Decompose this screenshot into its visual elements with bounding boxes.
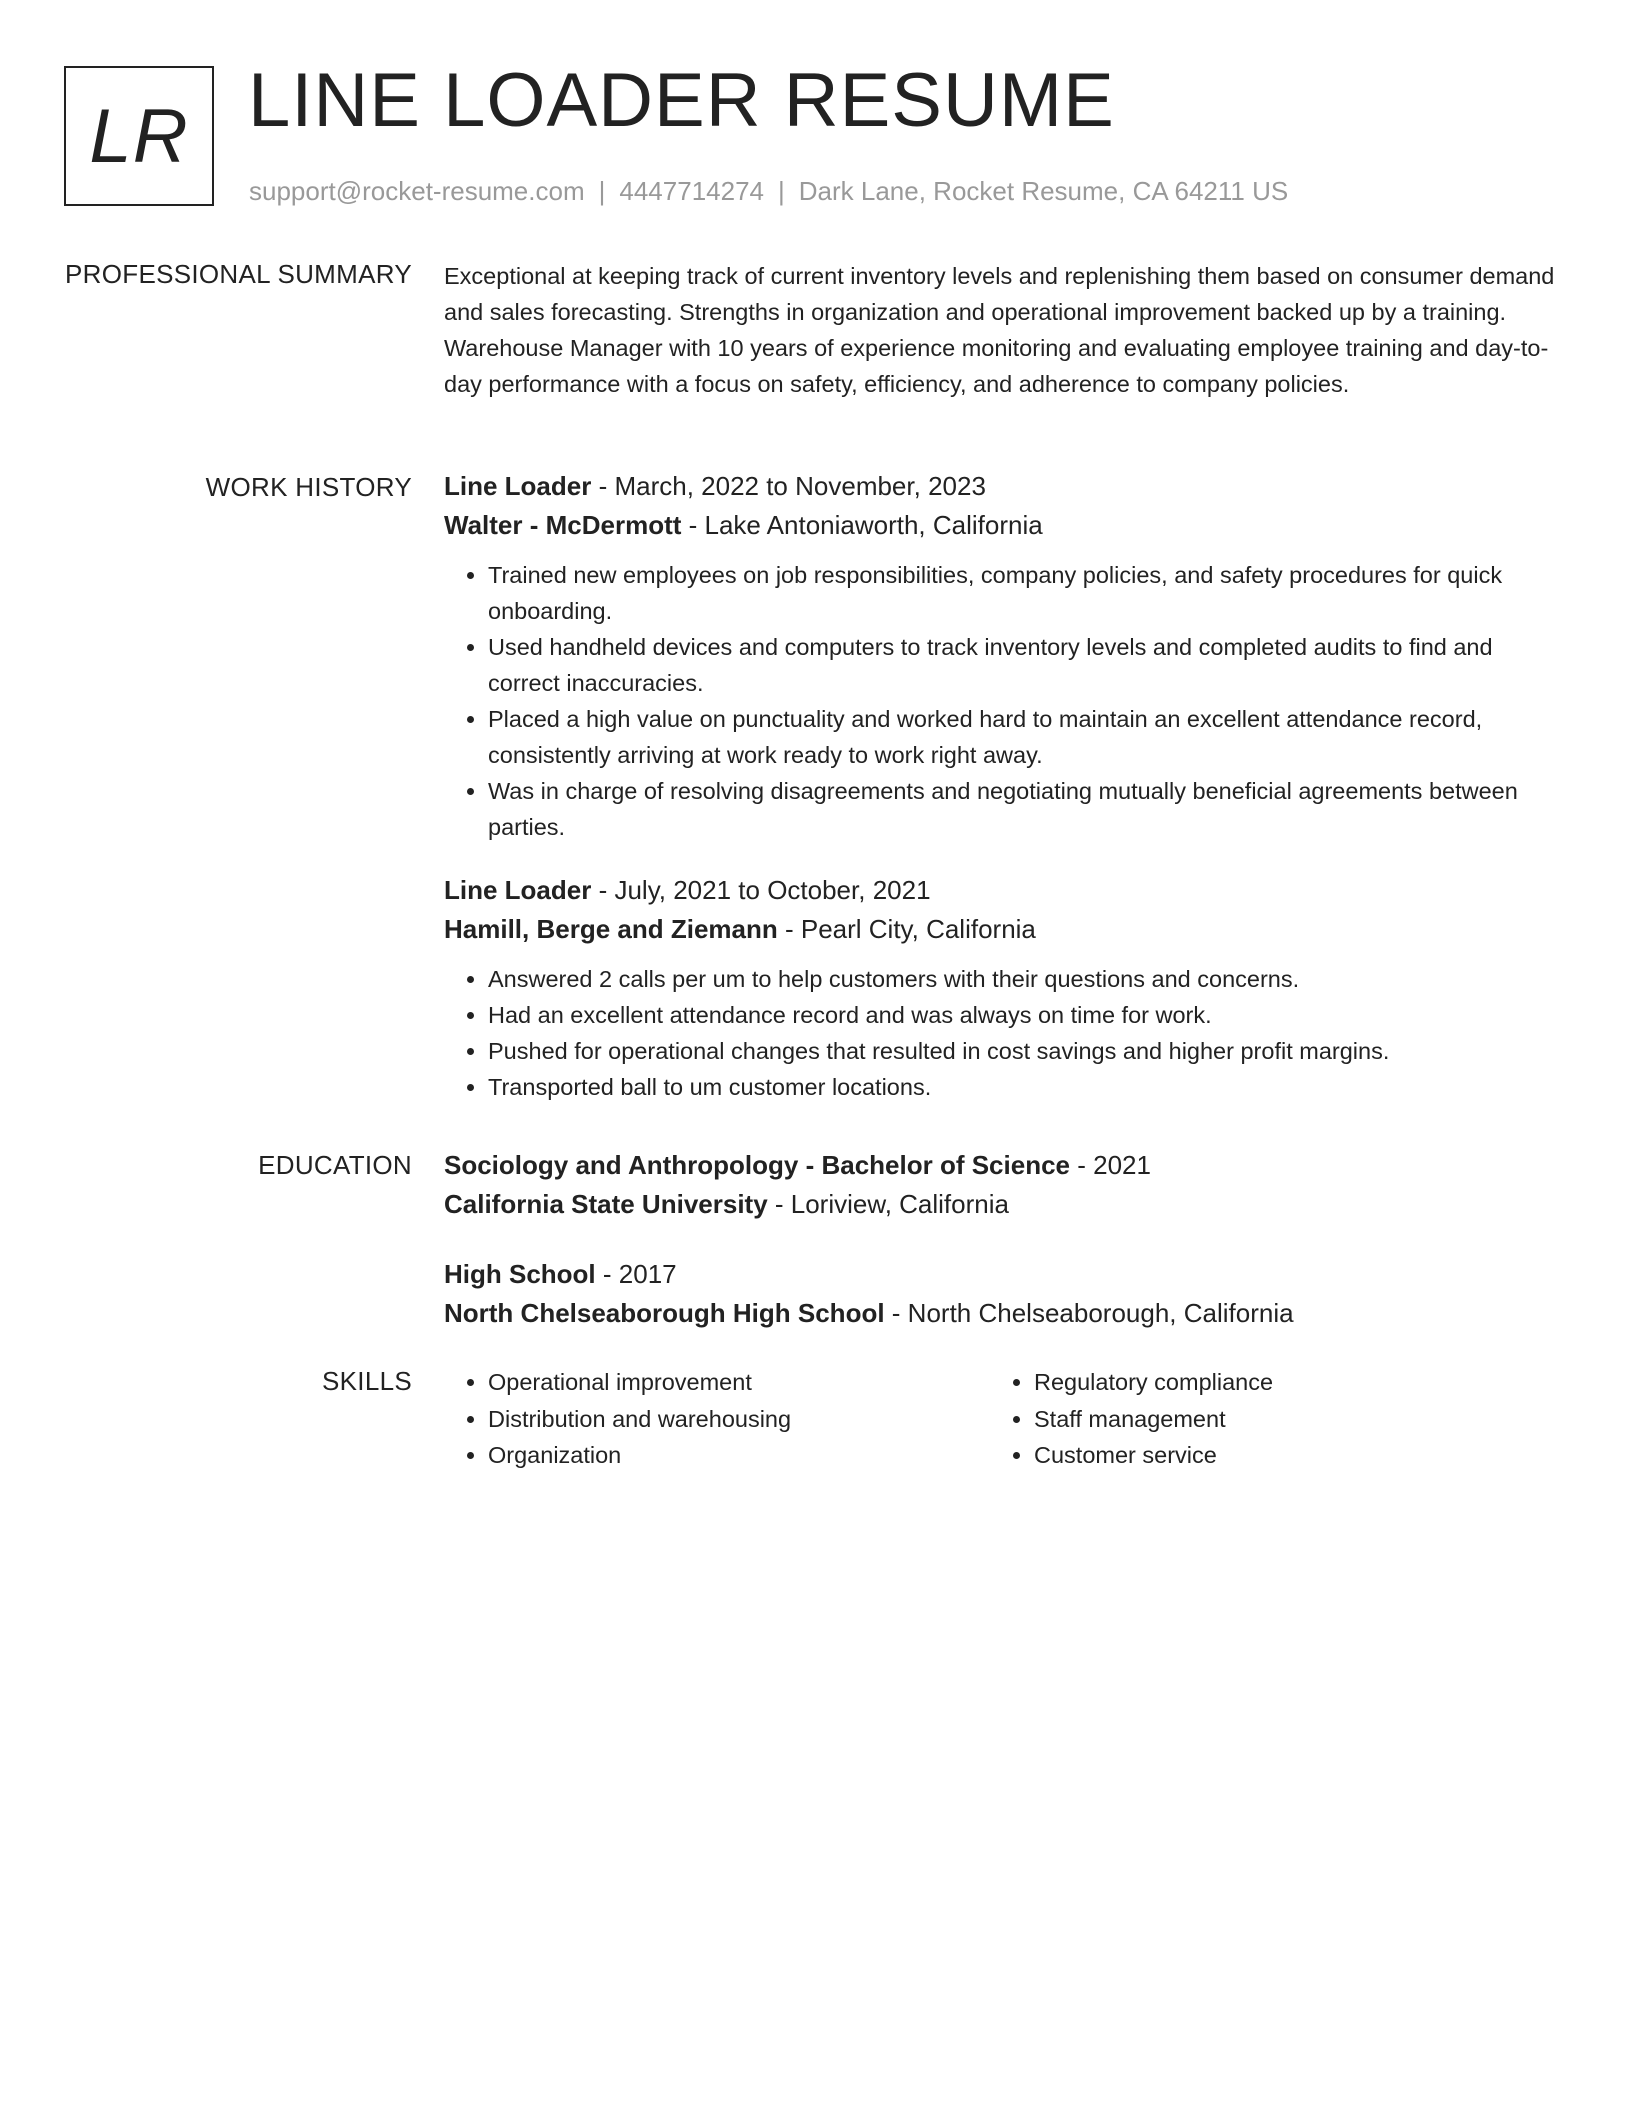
job-title: Line Loader — [444, 471, 592, 501]
education-location: - Loriview, California — [767, 1189, 1009, 1219]
education-year: - 2017 — [595, 1259, 677, 1289]
education-year: - 2021 — [1070, 1150, 1151, 1180]
section-label-skills: SKILLS — [322, 1366, 412, 1396]
education-school-line — [444, 1185, 1556, 1224]
education-location: - North Chelseaborough, California — [884, 1298, 1294, 1328]
contact-email[interactable]: support@rocket-resume.com — [249, 176, 585, 206]
skills-column — [444, 1364, 990, 1474]
skill-item: • Distribution and warehousing — [488, 1401, 990, 1438]
skill-item: • Regulatory compliance — [1034, 1364, 1536, 1401]
contact-line — [249, 174, 1288, 208]
job-title: Line Loader — [444, 875, 592, 905]
job-dates: - July, 2021 to October, 2021 — [591, 875, 931, 905]
section-label-summary: PROFESSIONAL SUMMARY — [65, 259, 412, 289]
summary-body — [444, 258, 1556, 402]
job-bullet: • Pushed for operational changes that resulted in cost savings and higher profit margins. — [488, 1033, 1556, 1069]
job-bullet: • Answered 2 calls per um to help customers with their questions and concerns. — [488, 961, 1556, 997]
education-degree: High School — [444, 1259, 596, 1289]
education-entry — [444, 1146, 1556, 1224]
job-bullets — [444, 961, 1556, 1105]
job-bullet: • Had an excellent attendance record and was always on time for work. — [488, 997, 1556, 1033]
contact-phone[interactable]: 4447714274 — [619, 176, 764, 206]
education-school: North Chelseaborough High School — [444, 1298, 885, 1328]
education-entry — [444, 1255, 1556, 1333]
skill-item: • Staff management — [1034, 1401, 1536, 1438]
job-title-line — [444, 871, 1556, 910]
skills-grid — [444, 1364, 1556, 1474]
job-company: Walter - McDermott — [444, 510, 682, 540]
job-dates: - March, 2022 to November, 2023 — [591, 471, 986, 501]
skill-item: • Customer service — [1034, 1437, 1536, 1474]
summary-text: Exceptional at keeping track of current inventory levels and replenishing them based on consumer demand and sales forecasting. Strengths in organization and operational improvement backed up by a training. Warehouse Manager with 10 years of experience monitoring and evaluating employee training and day-to-day performance with a focus on safety, efficiency, and adherence to company policies. — [444, 263, 1555, 397]
job-bullet: • Trained new employees on job responsibilities, company policies, and safety procedures for quick onboarding. — [488, 557, 1556, 629]
contact-separator: | — [598, 176, 606, 206]
job-company-line — [444, 910, 1556, 949]
skill-item: • Organization — [488, 1437, 990, 1474]
job-location: - Pearl City, California — [777, 914, 1036, 944]
skills-column — [990, 1364, 1536, 1474]
work-history-body — [444, 467, 1556, 1105]
education-degree-line — [444, 1146, 1556, 1185]
job-bullet: • Placed a high value on punctuality and worked hard to maintain an excellent attendance record, consistently arriving at work ready to work right away. — [488, 701, 1556, 773]
education-degree-line — [444, 1255, 1556, 1294]
job-location: - Lake Antoniaworth, California — [681, 510, 1043, 540]
skill-item: • Operational improvement — [488, 1364, 990, 1401]
section-label-work-history: WORK HISTORY — [205, 472, 412, 502]
education-body — [444, 1146, 1556, 1333]
monogram-box: LR — [64, 66, 214, 206]
contact-separator: | — [778, 176, 785, 206]
job-company: Hamill, Berge and Ziemann — [444, 914, 778, 944]
job-bullet: • Was in charge of resolving disagreements and negotiating mutually beneficial agreements between parties. — [488, 773, 1556, 845]
job-company-line — [444, 506, 1556, 545]
job-entry — [444, 871, 1556, 1105]
resume-title: LINE LOADER RESUME — [248, 58, 1115, 143]
education-school-line — [444, 1294, 1556, 1333]
job-entry — [444, 467, 1556, 845]
contact-address: Dark Lane, Rocket Resume, CA 64211 US — [798, 176, 1289, 206]
section-label-education: EDUCATION — [258, 1150, 412, 1180]
job-bullets — [444, 557, 1556, 845]
job-title-line — [444, 467, 1556, 506]
education-school: California State University — [444, 1189, 768, 1219]
job-bullet: • Transported ball to um customer locations. — [488, 1069, 1556, 1105]
education-degree: Sociology and Anthropology - Bachelor of Science — [444, 1150, 1070, 1180]
skills-body — [444, 1364, 1556, 1474]
job-bullet: • Used handheld devices and computers to track inventory levels and completed audits to find and correct inaccuracies. — [488, 629, 1556, 701]
